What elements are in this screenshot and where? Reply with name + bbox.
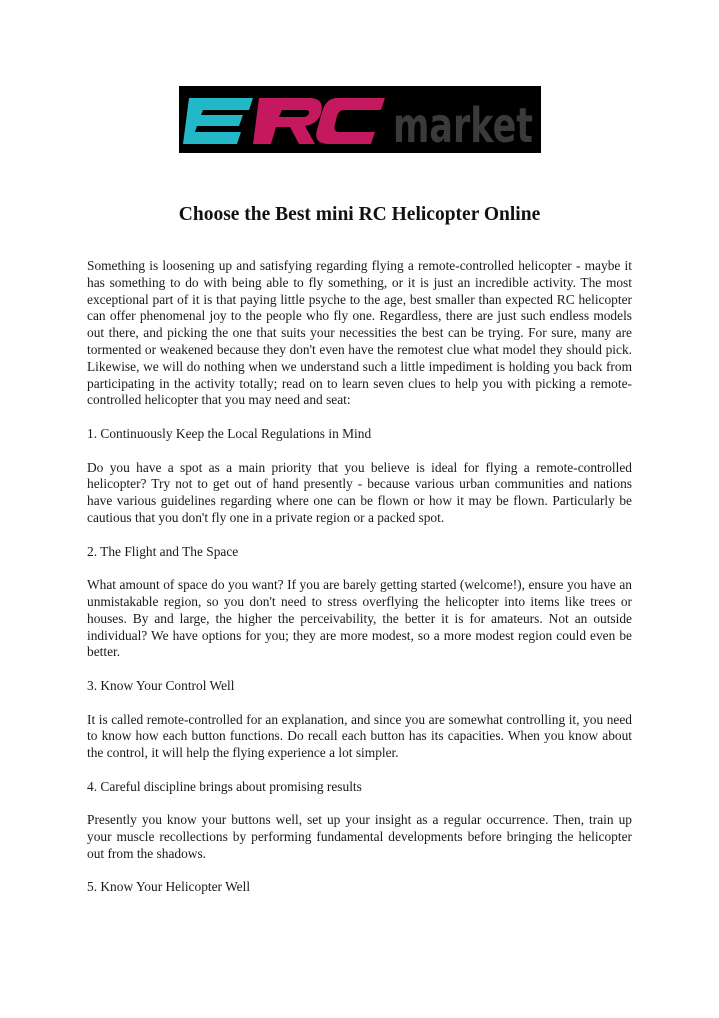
section-body-3: It is called remote-controlled for an explanation, and since you are somewhat controlling it, you need to know how each button functions. Do recall each button has its capacities. When you know about the control, it will help the flying experience a lot simpler. [87,711,632,761]
logo-letter-c [316,98,385,144]
erc-market-logo [179,86,541,153]
section-heading-4: 4. Careful discipline brings about promising results [87,778,362,794]
article-body [87,258,632,913]
section-body-4: Presently you know your buttons well, set up your insight as a regular occurrence. Then, train up your muscle recollections by performing fundamental developments before bringing the helicopter out from the shadows. [87,812,632,861]
article-title: Choose the Best mini RC Helicopter Online [178,204,541,225]
section-body-1: Do you have a spot as a main priority that you believe is ideal for flying a remote-controlled helicopter? Try not to get out of hand presently - because various urban communities and nations have various guidelines regarding where one can be flown or how it may be flown. Particularly be cautious that you don't fly one in a private region or a packed spot. [87,459,632,525]
logo-market-text: market [393,98,533,154]
section-heading-3: 3. Know Your Control Well [87,677,235,693]
logo-letter-e [183,98,253,144]
section-body-2: What amount of space do you want? If you are barely getting started (welcome!), ensure you have an unmistakable region, so you don't need to stress overflying the helicopter into items like trees or houses. By and large, the higher the perceivability, the better it is for amateurs. Not an outside individual? We have options for you; they are more modest, so a more modest region could even be better. [87,577,632,660]
logo-graphic [179,86,541,153]
intro-paragraph: Something is loosening up and satisfying regarding flying a remote-controlled helicopter - maybe it has something to do with being able to fly something, or it is just an incredible activity. The most exceptional part of it is that paying little psyche to the age, best smaller than expected RC helicopter can offer phenomenal joy to the people who fly one. Regardless, there are just such endless models out there, and picking the one that suits your necessities the best can be trying. For sure, many are tormented or weakened because they don't even have the remotest clue what model they should pick. Likewise, we will do nothing when we understand such a little impediment is holding you back from participating in the activity totally; read on to learn seven clues to help you with picking a remote-controlled helicopter that you may need and seat: [87,258,632,408]
section-heading-1: 1. Continuously Keep the Local Regulations in Mind [87,425,372,441]
logo-letter-r [253,98,322,144]
section-heading-2: 2. The Flight and The Space [87,543,239,559]
section-heading-5: 5. Know Your Helicopter Well [87,879,251,895]
